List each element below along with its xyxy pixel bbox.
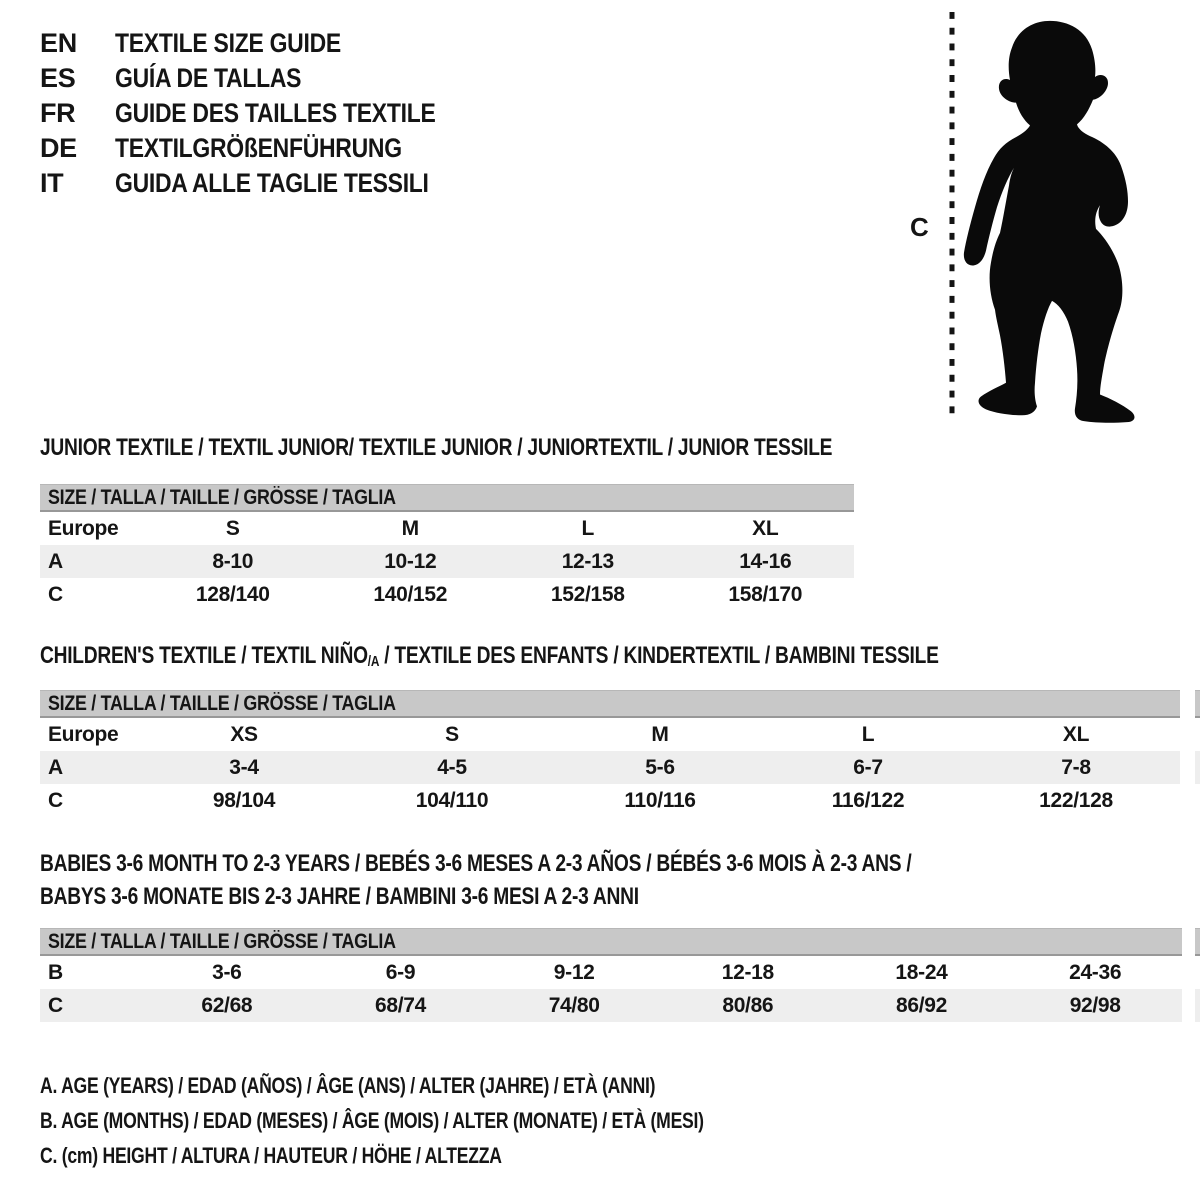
size-value-cell: 80/86 xyxy=(722,993,774,1017)
size-value-cell: 116/122 xyxy=(831,788,905,812)
language-title-list xyxy=(40,26,492,201)
size-value-cell: S xyxy=(445,722,459,746)
lang-row-es xyxy=(40,61,492,96)
size-value-cell: 3-4 xyxy=(229,755,259,779)
children-table-edge-sliver-row xyxy=(1195,751,1200,784)
size-header-bar xyxy=(40,484,854,512)
size-value-cell: M xyxy=(651,722,669,746)
section-heading-children xyxy=(40,642,1163,672)
children-size-table xyxy=(40,690,1180,817)
guide-title-it: GUIDA ALLE TAGLIE TESSILI xyxy=(115,168,429,198)
section-heading-junior-text: JUNIOR TEXTILE / TEXTIL JUNIOR/ TEXTILE JUNIOR / JUNIORTEXTIL / JUNIOR TESSILE xyxy=(40,434,833,461)
legend-line-b-text: B. AGE (MONTHS) / EDAD (MESES) / ÂGE (MOIS) / ALTER (MONATE) / ETÀ (MESI) xyxy=(40,1107,704,1133)
guide-title-es: GUÍA DE TALLAS xyxy=(115,63,302,93)
size-value-cell: 12-18 xyxy=(721,960,774,984)
table-row-c xyxy=(40,989,1182,1022)
guide-title-de: TEXTILGRÖßENFÜHRUNG xyxy=(115,133,402,163)
size-value-cell: 158/170 xyxy=(728,582,803,606)
size-header-text: SIZE / TALLA / TAILLE / GRÖSSE / TAGLIA xyxy=(48,691,396,715)
row-label: C xyxy=(48,788,63,812)
junior-size-table xyxy=(40,484,854,611)
legend-line-a xyxy=(40,1068,870,1103)
children-heading-sub: /A xyxy=(367,653,380,670)
size-value-cell: 12-13 xyxy=(561,549,614,573)
children-heading-pre: CHILDREN'S TEXTILE / TEXTIL NIÑO xyxy=(40,642,368,669)
size-value-cell: 74/80 xyxy=(548,993,600,1017)
size-value-cell: 98/104 xyxy=(212,788,276,812)
size-value-cell: 140/152 xyxy=(373,582,448,606)
lang-row-en xyxy=(40,26,492,61)
table-row-a xyxy=(40,751,1180,784)
table-row-b xyxy=(40,956,1182,989)
row-label: Europe xyxy=(48,722,119,746)
lang-row-de xyxy=(40,131,492,166)
size-value-cell: M xyxy=(401,516,419,540)
size-value-cell: XL xyxy=(752,516,779,540)
legend-line-c xyxy=(40,1138,870,1173)
guide-title-en: TEXTILE SIZE GUIDE xyxy=(115,28,341,58)
table-row-c xyxy=(40,784,1180,817)
size-value-cell: 6-7 xyxy=(853,755,883,779)
size-value-cell: 4-5 xyxy=(437,755,467,779)
size-value-cell: 6-9 xyxy=(385,960,416,984)
size-value-cell: 7-8 xyxy=(1061,755,1091,779)
size-header-bar xyxy=(40,928,1182,956)
lang-row-it xyxy=(40,166,492,201)
lang-code: EN xyxy=(40,28,77,58)
lang-row-fr xyxy=(40,96,492,131)
lang-code: FR xyxy=(40,98,76,128)
size-value-cell: 110/116 xyxy=(624,788,696,812)
size-value-cell: XL xyxy=(1062,722,1090,746)
babies-table-edge-sliver-row xyxy=(1195,989,1200,1022)
size-value-cell: 10-12 xyxy=(384,549,437,573)
row-label: A xyxy=(48,549,63,573)
size-value-cell: 9-12 xyxy=(553,960,595,984)
size-header-text: SIZE / TALLA / TAILLE / GRÖSSE / TAGLIA xyxy=(48,929,396,953)
section-heading-babies-line2 xyxy=(40,883,788,913)
size-value-cell: L xyxy=(581,516,594,540)
size-value-cell: 152/158 xyxy=(550,582,625,606)
size-value-cell: 3-6 xyxy=(212,960,242,984)
size-value-cell: S xyxy=(225,516,240,540)
size-value-cell: 5-6 xyxy=(645,755,675,779)
children-table-edge-sliver-header xyxy=(1195,690,1200,718)
toddler-body xyxy=(964,21,1135,423)
size-value-cell: 24-36 xyxy=(1069,960,1122,984)
section-heading-children-text xyxy=(40,642,939,670)
table-row-c xyxy=(40,578,854,611)
legend xyxy=(40,1068,870,1173)
legend-line-b xyxy=(40,1103,870,1138)
size-value-cell: 68/74 xyxy=(375,993,426,1017)
height-measure-label: C xyxy=(910,212,929,242)
babies-size-table xyxy=(40,928,1182,1022)
size-value-cell: 18-24 xyxy=(895,960,948,984)
row-label: A xyxy=(48,755,63,779)
section-heading-babies-line1 xyxy=(40,850,1129,880)
size-value-cell: 104/110 xyxy=(415,788,489,812)
lang-code: IT xyxy=(40,168,64,198)
size-value-cell: 86/92 xyxy=(896,993,947,1017)
size-value-cell: 8-10 xyxy=(212,549,254,573)
table-row-a xyxy=(40,545,854,578)
size-value-cell: XS xyxy=(230,722,258,746)
size-value-cell: 122/128 xyxy=(1039,788,1113,812)
section-heading-junior xyxy=(40,434,1030,464)
table-row-europe xyxy=(40,718,1180,751)
row-label: B xyxy=(48,960,63,984)
toddler-silhouette xyxy=(938,8,1190,432)
guide-title-fr: GUIDE DES TAILLES TEXTILE xyxy=(115,98,436,128)
babies-table-edge-sliver-header xyxy=(1195,928,1200,956)
size-value-cell: 14-16 xyxy=(739,549,792,573)
legend-line-a-text: A. AGE (YEARS) / EDAD (AÑOS) / ÂGE (ANS) / ALTER (JAHRE) / ETÀ (ANNI) xyxy=(40,1072,656,1098)
row-label: C xyxy=(48,582,63,606)
lang-code: ES xyxy=(40,63,76,93)
size-header-text: SIZE / TALLA / TAILLE / GRÖSSE / TAGLIA xyxy=(48,485,396,509)
size-value-cell: 92/98 xyxy=(1069,993,1121,1017)
size-value-cell: 62/68 xyxy=(201,993,253,1017)
size-header-bar xyxy=(40,690,1180,718)
babies-heading-line2-text: BABYS 3-6 MONATE BIS 2-3 JAHRE / BAMBINI 3-6 MESI A 2-3 ANNI xyxy=(40,883,639,910)
table-row-europe xyxy=(40,512,854,545)
children-heading-post: / TEXTILE DES ENFANTS / KINDERTEXTIL / BAMBINI TESSILE xyxy=(379,642,939,669)
row-label: Europe xyxy=(48,516,119,540)
size-value-cell: L xyxy=(861,722,875,746)
row-label: C xyxy=(48,993,63,1017)
lang-code: DE xyxy=(40,133,77,163)
legend-line-c-text: C. (cm) HEIGHT / ALTURA / HAUTEUR / HÖHE / ALTEZZA xyxy=(40,1142,502,1168)
babies-heading-line1-text: BABIES 3-6 MONTH TO 2-3 YEARS / BEBÉS 3-6 MESES A 2-3 AÑOS / BÉBÉS 3-6 MOIS À 2-3 ANS / xyxy=(40,850,912,877)
size-value-cell: 128/140 xyxy=(195,582,270,606)
